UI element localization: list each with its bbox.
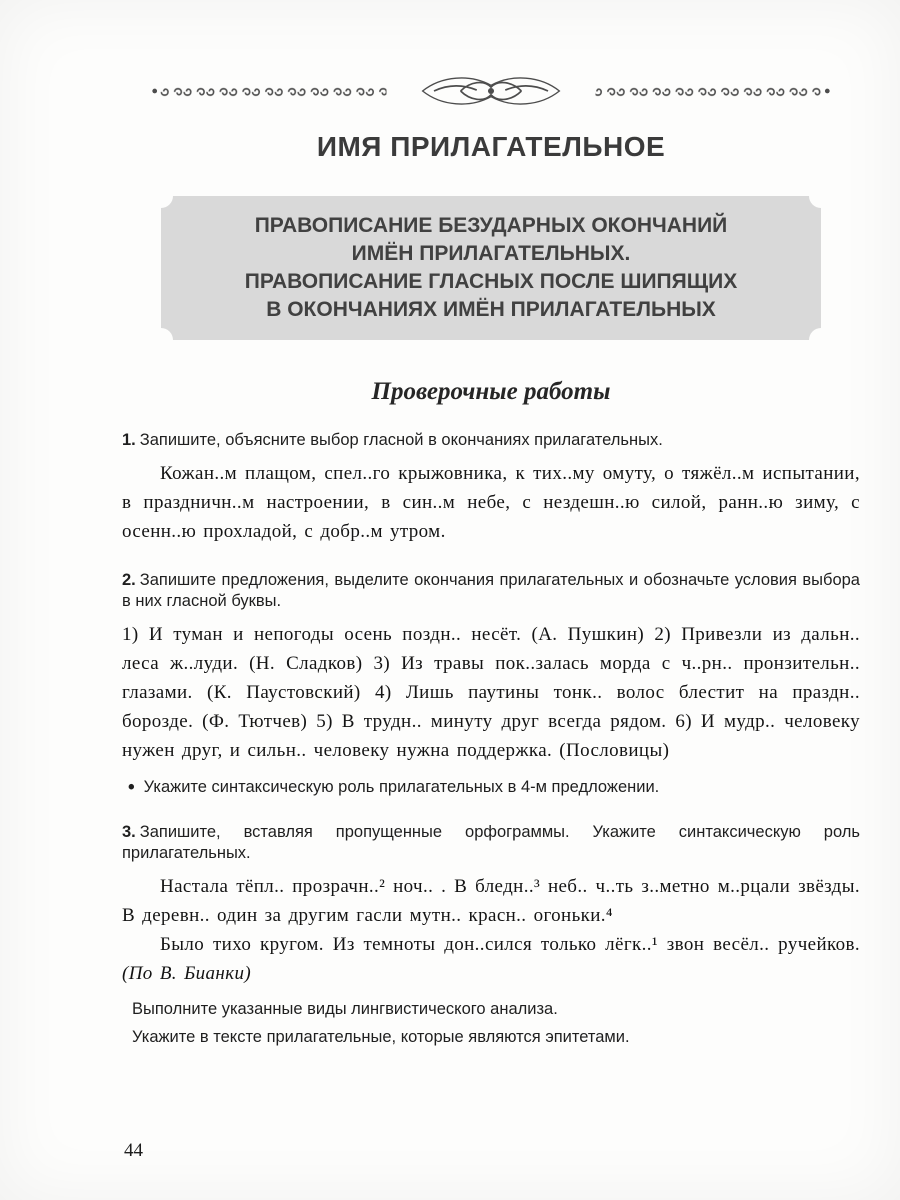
page-title: ИМЯ ПРИЛАГАТЕЛЬНОЕ xyxy=(316,131,666,162)
exercise-3-paragraph-2 xyxy=(122,930,860,988)
exercise-3-paragraph-1: Настала тёпл.. прозрачн..² ноч.. . В бледн..³ неб.. ч..ть з..метно м..рцали звёзды. В деревн.. один за другим гасли мутн.. красн.. огоньки.⁴ xyxy=(122,876,860,926)
section-heading-line: ПРАВОПИСАНИЕ ГЛАСНЫХ ПОСЛЕ ШИПЯЩИХ xyxy=(244,270,738,293)
exercise-2-sentences: 1) И туман и непогоды осень поздн.. несёт. (А. Пушкин) 2) Привезли из дальн.. леса ж..луди. (Н. Сладков) 3) Из травы пок..залась морда с ч..рн.. пронзительн.. глазами. (К. Паустовский) 4) Лишь паутины тонк.. волос блестит на праздн.. борозде. (Ф. Тютчев) 5) В трудн.. минуту друг всегда рядом. 6) И мудр.. человеку нужен друг, и сильн.. человеку нужна поддержка. (Пословицы) xyxy=(122,624,860,761)
floral-scroll-divider-icon xyxy=(131,72,851,110)
task-2-instruction xyxy=(122,570,860,612)
box-corner-notch xyxy=(149,328,173,352)
section-heading-line: ИМЁН ПРИЛАГАТЕЛЬНЫХ. xyxy=(351,242,631,265)
exercise-2-subtask xyxy=(122,777,860,798)
task-3-text: Запишите, вставляя пропущенные орфограммы. Укажите синтаксическую роль прилагательных. xyxy=(122,823,860,862)
exercise-1-text: Кожан..м плащом, спел..го крыжовника, к тих..му омуту, о тяжёл..м испытании, в праздничн..м настроении, в син..м небе, с нездешн..ю силой, ранн..ю зиму, с осенн..ю прохладой, с добр..м утром. xyxy=(122,463,860,542)
box-corner-notch xyxy=(809,184,833,208)
task-1-text: Запишите, объясните выбор гласной в окончаниях прилагательных. xyxy=(139,431,663,449)
exercise-3-note-epithets: Укажите в тексте прилагательные, которые являются эпитетами. xyxy=(132,1028,630,1046)
header-ornament-divider xyxy=(122,72,860,110)
task-3-number: 3. xyxy=(122,823,136,841)
task-1-number: 1. xyxy=(122,431,136,449)
page-content xyxy=(122,0,860,1048)
box-corner-notch xyxy=(149,184,173,208)
section-heading-box xyxy=(161,196,821,340)
exercise-2-subtask-text: Укажите синтаксическую роль прилагательных в 4-м предложении. xyxy=(143,778,660,796)
page-number: 44 xyxy=(124,1140,143,1161)
task-3-instruction xyxy=(122,822,860,864)
exercise-3-note-analysis: Выполните указанные виды лингвистического анализа. xyxy=(132,1000,558,1018)
box-corner-notch xyxy=(809,328,833,352)
task-2-text: Запишите предложения, выделите окончания прилагательных и обозначьте условия выбора в них гласной буквы. xyxy=(122,571,860,610)
section-heading-line: ПРАВОПИСАНИЕ БЕЗУДАРНЫХ ОКОНЧАНИЙ xyxy=(254,214,728,237)
exercise-3-paragraph-2-text: Было тихо кругом. Из темноты дон..сился только лёгк..¹ звон весёл.. ручейков. xyxy=(160,934,860,955)
bullet-marker-icon: • xyxy=(128,777,135,798)
subtitle-checkworks: Проверочные работы xyxy=(371,378,611,405)
exercise-3-source: (По В. Бианки) xyxy=(122,963,252,984)
section-heading-line: В ОКОНЧАНИЯХ ИМЁН ПРИЛАГАТЕЛЬНЫХ xyxy=(266,298,716,321)
task-2-number: 2. xyxy=(122,571,136,589)
task-1-instruction xyxy=(122,430,860,451)
